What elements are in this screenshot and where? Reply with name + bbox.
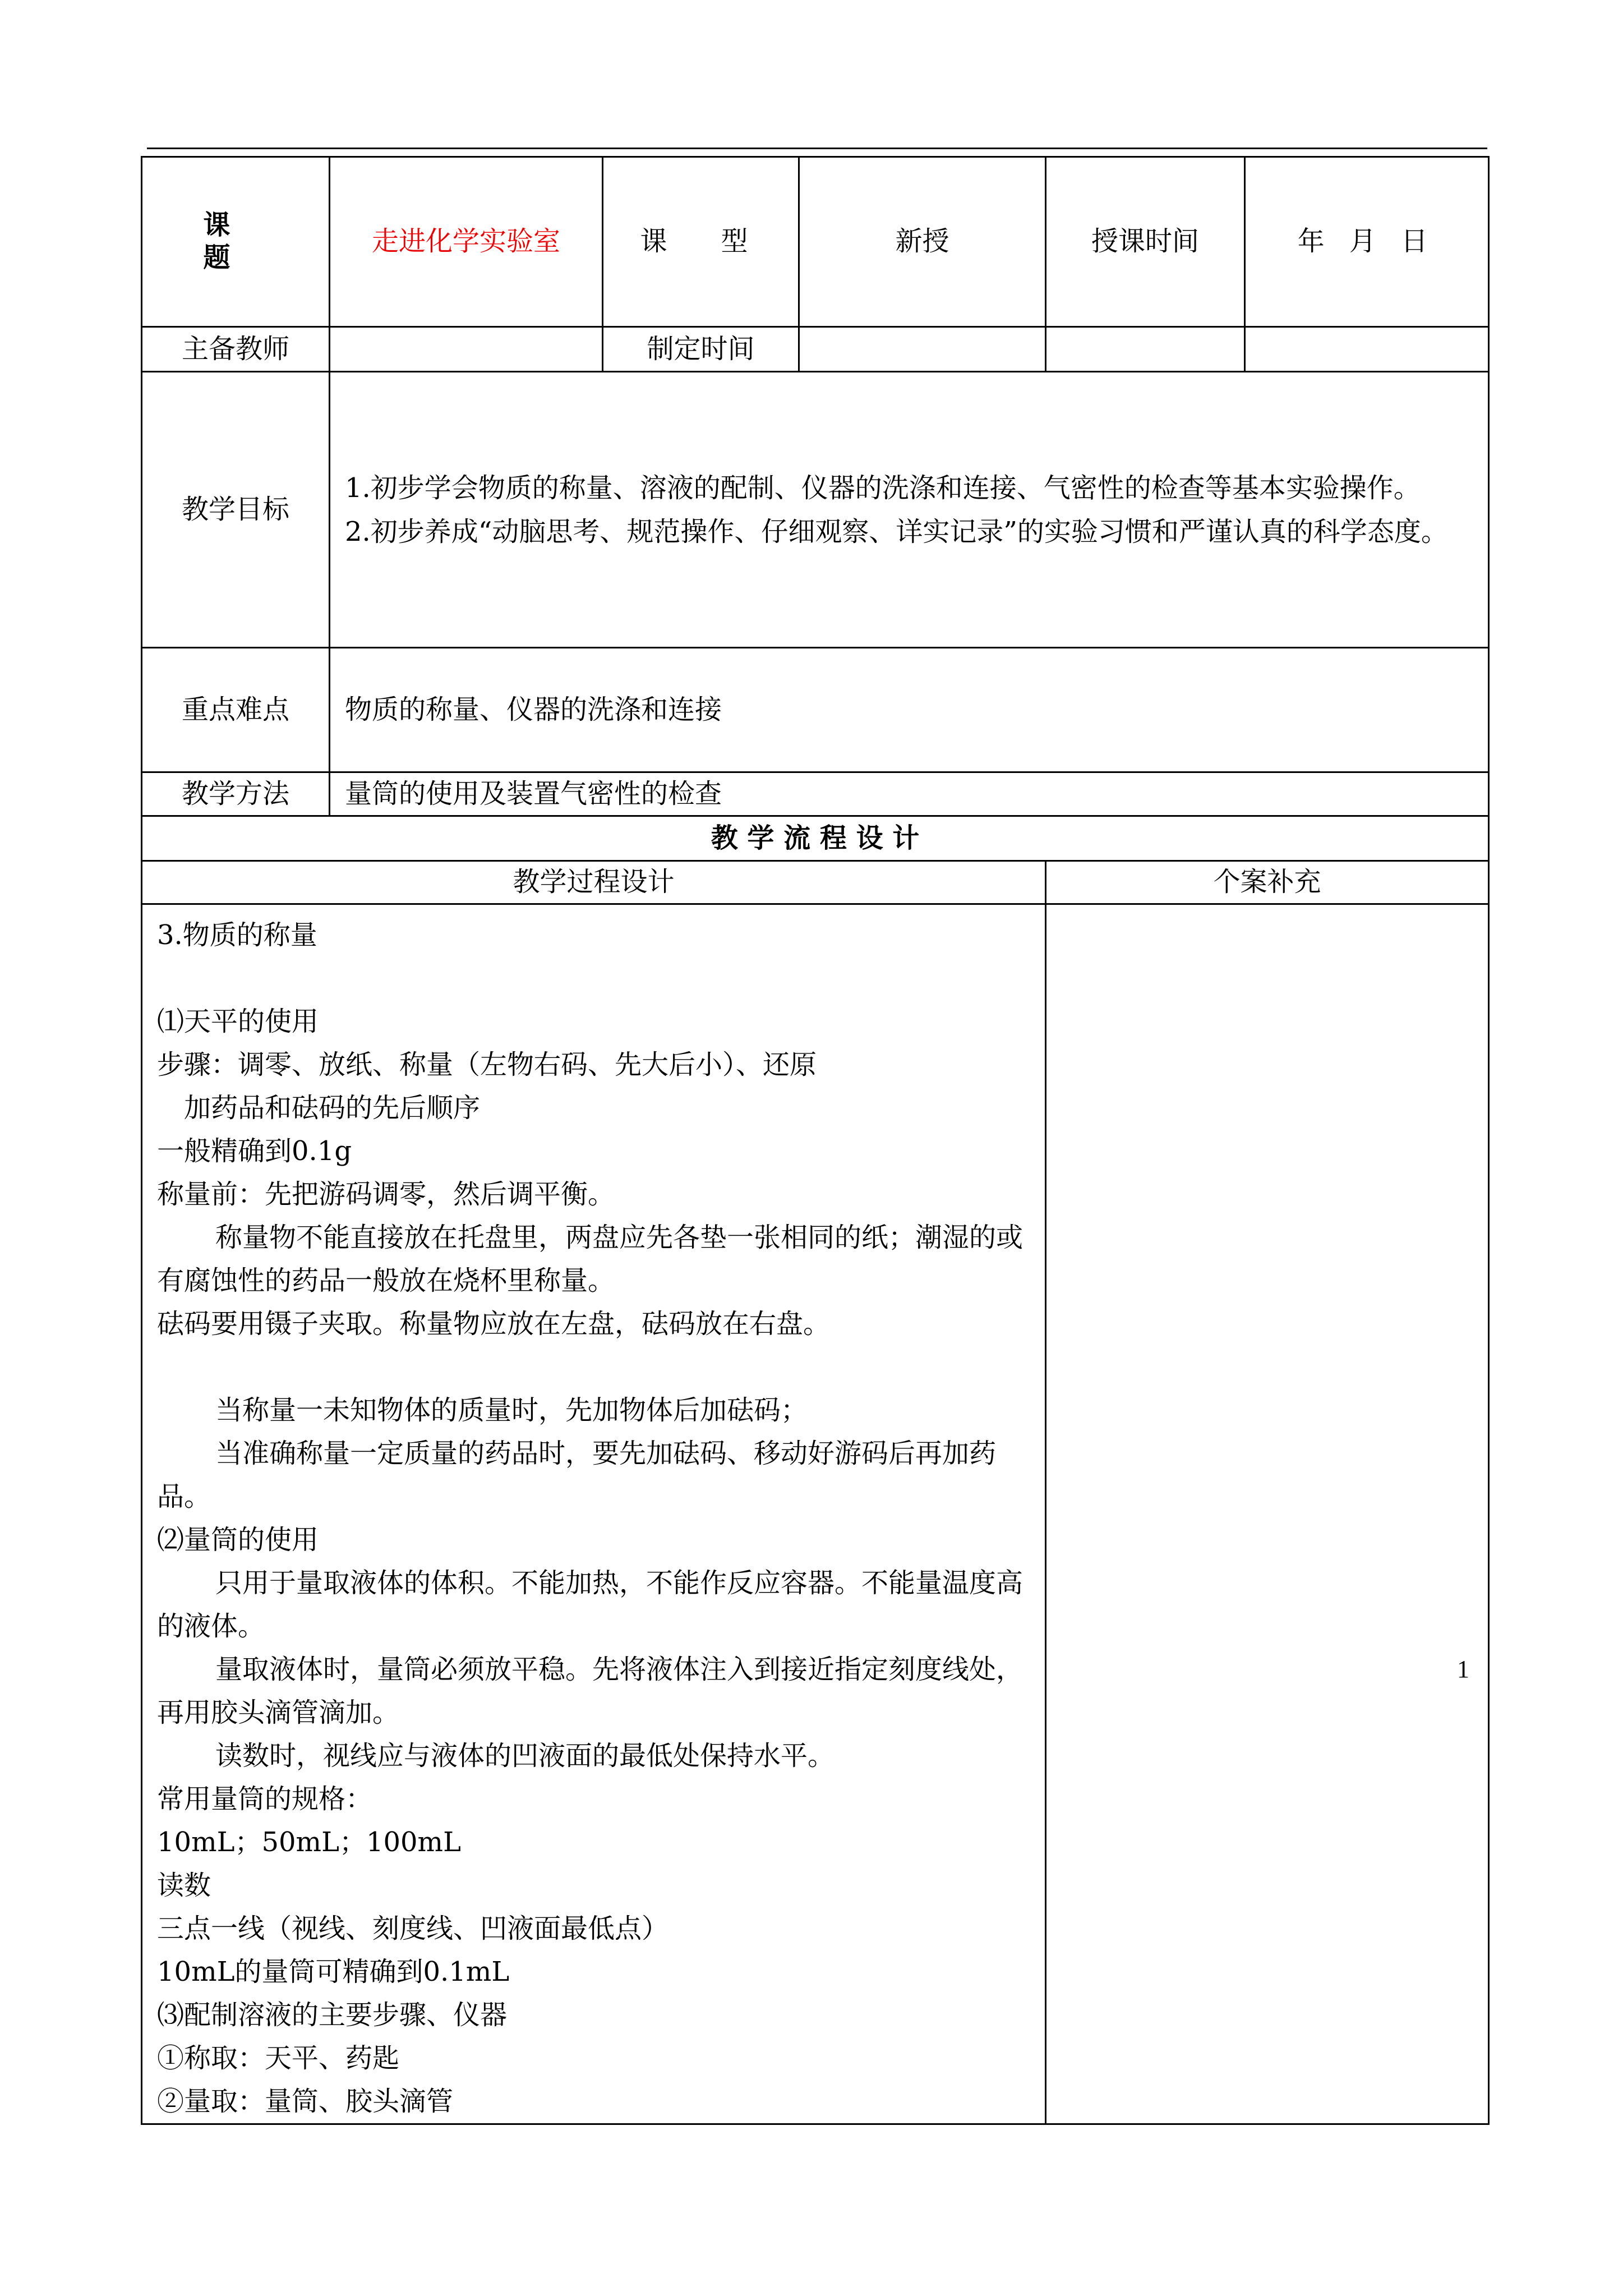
empty-cell bbox=[1245, 327, 1489, 372]
method-label: 教学方法 bbox=[142, 772, 330, 816]
header-rule bbox=[147, 148, 1487, 149]
made-time-label: 制定时间 bbox=[603, 327, 799, 372]
type-value: 新授 bbox=[799, 157, 1046, 327]
empty-cell bbox=[1046, 327, 1245, 372]
process-line: 称量物不能直接放在托盘里，两盘应先各垫一张相同的纸；潮湿的或有腐蚀性的药品一般放在烧杯里称量。 bbox=[157, 1222, 1023, 1296]
process-line: 常用量筒的规格： bbox=[157, 1783, 373, 1815]
objectives-label: 教学目标 bbox=[142, 372, 330, 648]
supplement-header: 个案补充 bbox=[1046, 861, 1489, 904]
process-line bbox=[157, 957, 1045, 1000]
process-line: 称量前：先把游码调零，然后调平衡。 bbox=[157, 1179, 615, 1210]
process-line: ⑵量筒的使用 bbox=[157, 1524, 319, 1556]
process-line: ⑶配制溶液的主要步骤、仪器 bbox=[157, 1999, 508, 2031]
process-row bbox=[142, 904, 1489, 2124]
process-line: 3.物质的称量 bbox=[157, 919, 317, 951]
key-points-row bbox=[142, 648, 1489, 772]
objective-item: 1.初步学会物质的称量、溶液的配制、仪器的洗涤和连接、气密性的检查等基本实验操作。 bbox=[345, 472, 1421, 504]
process-line: 读数时，视线应与液体的凹液面的最低处保持水平。 bbox=[215, 1740, 835, 1772]
key-points-label: 重点难点 bbox=[142, 648, 330, 772]
process-line: 当准确称量一定质量的药品时，要先加砝码、移动好游码后再加药品。 bbox=[157, 1438, 997, 1512]
topic-value: 走进化学实验室 bbox=[330, 157, 603, 327]
objective-item: 2.初步养成“动脑思考、规范操作、仔细观察、详实记录”的实验习惯和严谨认真的科学态度。 bbox=[345, 516, 1448, 547]
process-line: 砝码要用镊子夹取。称量物应放在左盘，砝码放在右盘。 bbox=[157, 1308, 831, 1340]
type-label: 课 型 bbox=[603, 157, 799, 327]
key-points-value: 物质的称量、仪器的洗涤和连接 bbox=[330, 648, 1489, 772]
process-line: 三点一线（视线、刻度线、凹液面最低点） bbox=[157, 1913, 669, 1944]
objectives-content bbox=[330, 372, 1489, 648]
lesson-plan-table bbox=[141, 156, 1490, 2125]
process-line: 读数 bbox=[157, 1870, 211, 1901]
process-line: 10mL的量筒可精确到0.1mL bbox=[157, 1956, 510, 1987]
flow-title: 教 学 流 程 设 计 bbox=[142, 816, 1489, 861]
teacher-label: 主备教师 bbox=[142, 327, 330, 372]
topic-label: 课 题 bbox=[142, 157, 330, 327]
objectives-row bbox=[142, 372, 1489, 648]
process-line: 只用于量取液体的体积。不能加热，不能作反应容器。不能量温度高的液体。 bbox=[157, 1567, 1023, 1642]
process-line: ②量取：量筒、胶头滴管 bbox=[157, 2086, 454, 2117]
time-value: 年 月 日 bbox=[1245, 157, 1489, 327]
process-line: 步骤：调零、放纸、称量（左物右码、先大后小）、还原 bbox=[157, 1049, 817, 1080]
teacher-row bbox=[142, 327, 1489, 372]
flow-title-row bbox=[142, 816, 1489, 861]
process-line bbox=[157, 1346, 1045, 1389]
supplement-content bbox=[1046, 904, 1489, 2124]
method-row bbox=[142, 772, 1489, 816]
process-line: 10mL；50mL；100mL bbox=[157, 1826, 461, 1858]
process-line: 一般精确到0.1g bbox=[157, 1135, 352, 1167]
made-time-value bbox=[799, 327, 1046, 372]
process-line: ⑴天平的使用 bbox=[157, 1006, 319, 1037]
process-line: 加药品和砝码的先后顺序 bbox=[184, 1092, 481, 1124]
header-row bbox=[142, 157, 1489, 327]
method-value: 量筒的使用及装置气密性的检查 bbox=[330, 772, 1489, 816]
process-content bbox=[142, 904, 1046, 2124]
process-line: ①称取：天平、药匙 bbox=[157, 2042, 400, 2074]
process-header-row bbox=[142, 861, 1489, 904]
process-line: 当称量一未知物体的质量时，先加物体后加砝码； bbox=[215, 1395, 808, 1426]
time-label: 授课时间 bbox=[1046, 157, 1245, 327]
teacher-value bbox=[330, 327, 603, 372]
process-header: 教学过程设计 bbox=[142, 861, 1046, 904]
page-number: 1 bbox=[1457, 1655, 1469, 1683]
process-line: 量取液体时，量筒必须放平稳。先将液体注入到接近指定刻度线处，再用胶头滴管滴加。 bbox=[157, 1654, 1023, 1728]
